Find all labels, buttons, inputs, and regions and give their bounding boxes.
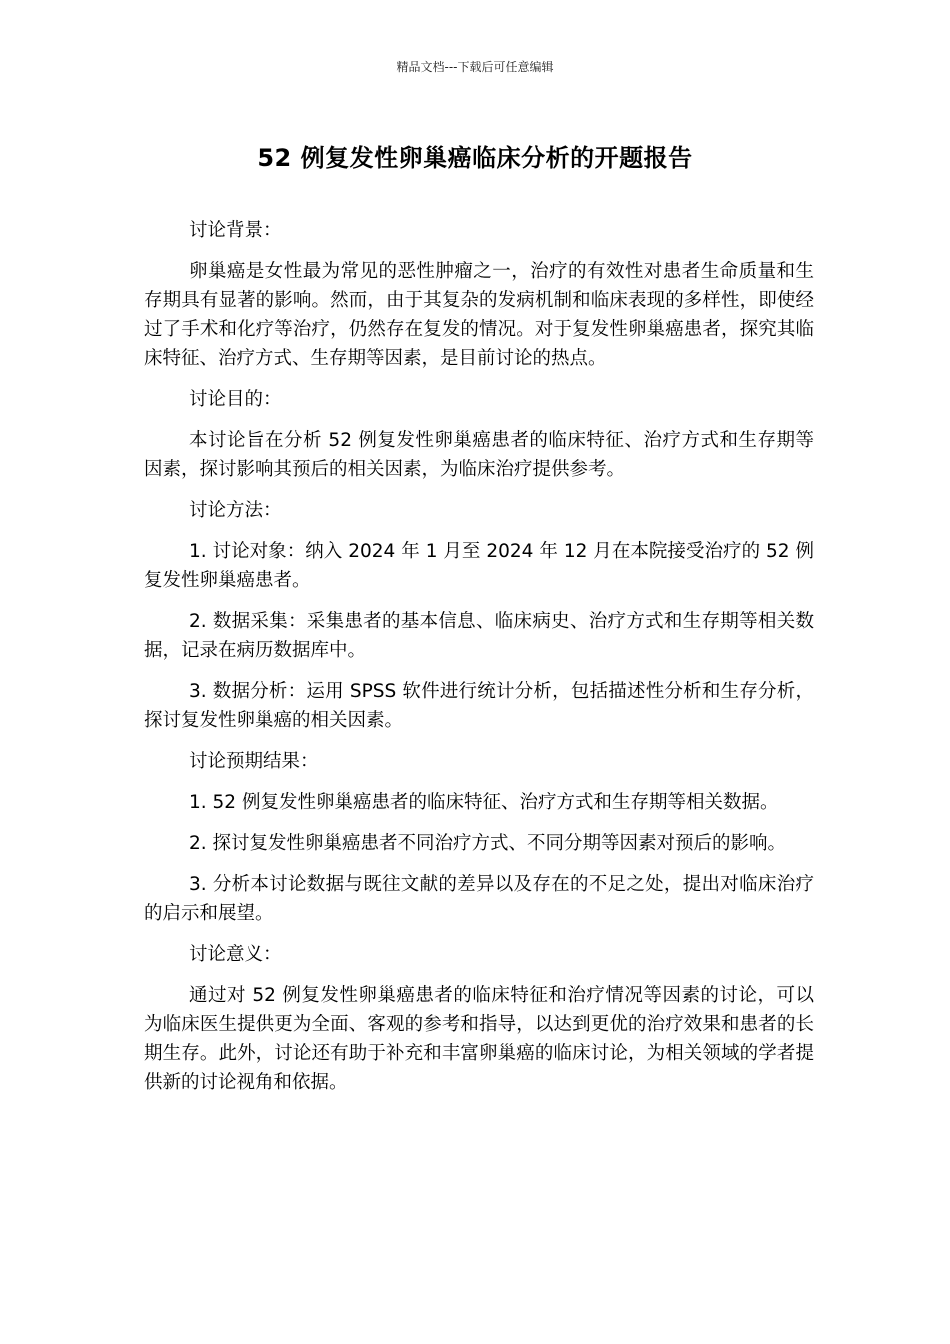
section-heading-methods: 讨论方法： bbox=[189, 500, 282, 521]
document-body bbox=[144, 216, 814, 1109]
document-title: 52 例复发性卵巢癌临床分析的开题报告 bbox=[257, 144, 693, 172]
paragraph-background: 卵巢癌是女性最为常见的恶性肿瘤之一，治疗的有效性对患者生命质量和生存期具有显著的影响。然而，由于其复杂的发病机制和临床表现的多样性，即使经过了手术和化疗等治疗，仍然存在复发的情况。对于复发性卵巢癌患者，探究其临床特征、治疗方式、生存期等因素，是目前讨论的热点。 bbox=[144, 261, 814, 369]
paragraph-purpose: 本讨论旨在分析 52 例复发性卵巢癌患者的临床特征、治疗方式和生存期等因素，探讨影响其预后的相关因素，为临床治疗提供参考。 bbox=[144, 430, 814, 480]
list-item-result: 2. 探讨复发性卵巢癌患者不同治疗方式、不同分期等因素对预后的影响。 bbox=[189, 833, 787, 854]
section-heading-background: 讨论背景： bbox=[189, 220, 282, 241]
list-item-method: 2. 数据采集：采集患者的基本信息、临床病史、治疗方式和生存期等相关数据，记录在病历数据库中。 bbox=[144, 611, 814, 661]
section-heading-results: 讨论预期结果： bbox=[189, 751, 319, 772]
list-item-method: 3. 数据分析：运用 SPSS 软件进行统计分析，包括描述性分析和生存分析，探讨复发性卵巢癌的相关因素。 bbox=[144, 681, 814, 731]
list-item-result: 1. 52 例复发性卵巢癌患者的临床特征、治疗方式和生存期等相关数据。 bbox=[189, 792, 779, 813]
section-heading-significance: 讨论意义： bbox=[189, 944, 282, 965]
list-item-result: 3. 分析本讨论数据与既往文献的差异以及存在的不足之处，提出对临床治疗的启示和展望。 bbox=[144, 874, 814, 924]
list-item-method: 1. 讨论对象：纳入 2024 年 1 月至 2024 年 12 月在本院接受治疗的 52 例复发性卵巢癌患者。 bbox=[144, 541, 814, 591]
header-note: 精品文档---下载后可任意编辑 bbox=[396, 60, 554, 74]
paragraph-significance: 通过对 52 例复发性卵巢癌患者的临床特征和治疗情况等因素的讨论，可以为临床医生提供更为全面、客观的参考和指导，以达到更优的治疗效果和患者的长期生存。此外，讨论还有助于补充和丰富卵巢癌的临床讨论，为相关领域的学者提供新的讨论视角和依据。 bbox=[144, 985, 814, 1093]
section-heading-purpose: 讨论目的： bbox=[189, 389, 282, 410]
